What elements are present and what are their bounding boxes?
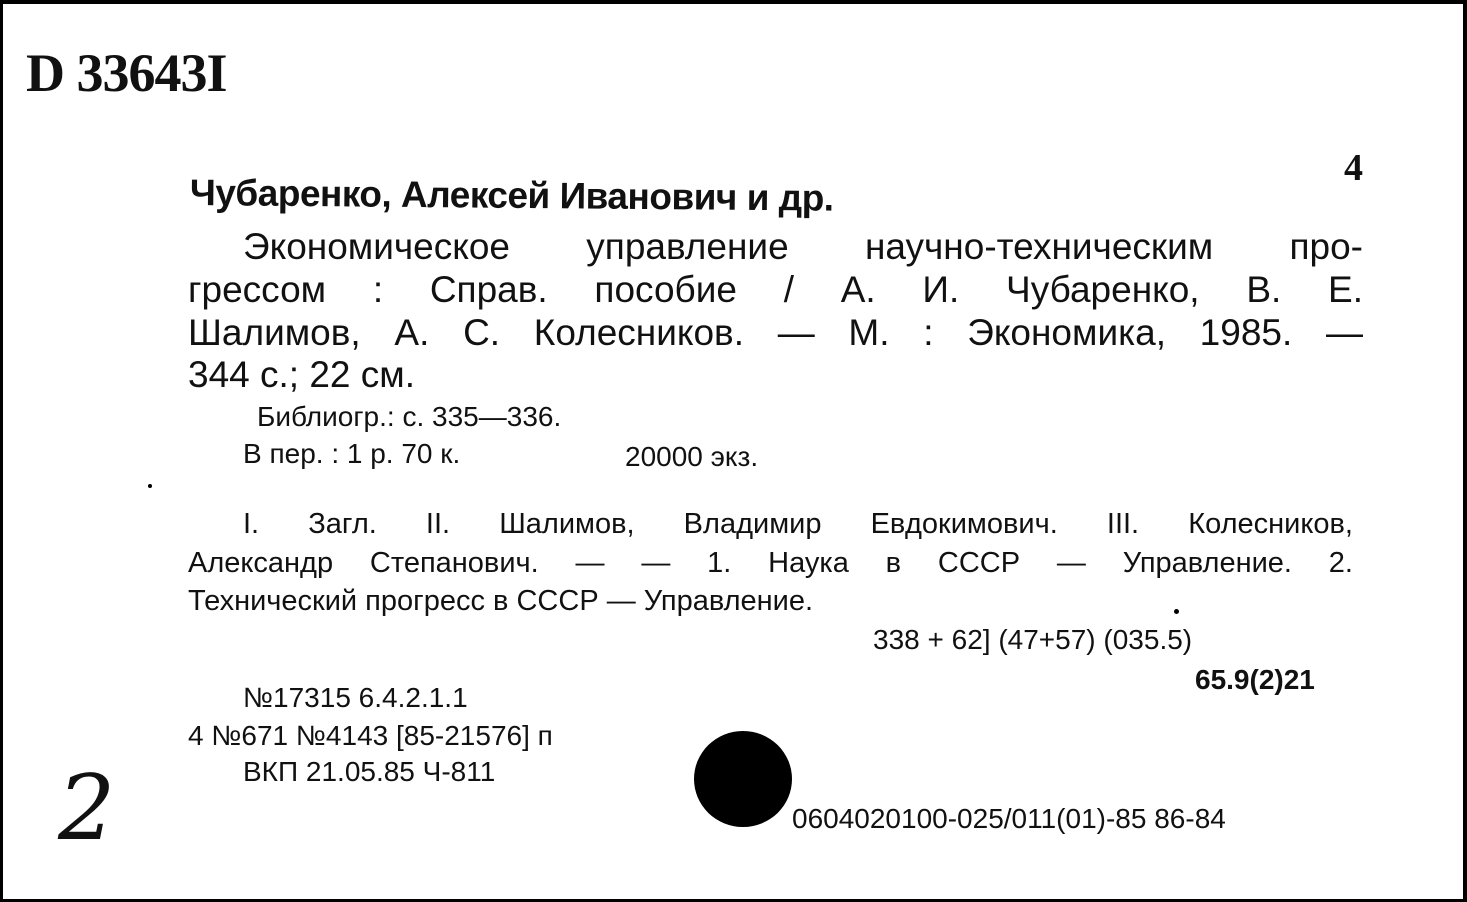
registration-line: 4 №671 №4143 [85-21576] п xyxy=(188,720,553,751)
card-edge xyxy=(0,4,3,902)
vkp-line: ВКП 21.05.85 Ч-811 xyxy=(243,756,496,787)
author-heading: Чубаренко, Алексей Иванович и др. xyxy=(189,172,834,219)
punch-hole xyxy=(694,731,792,827)
tracing-line-3: Технический прогресс в СССР — Управление. xyxy=(188,585,814,617)
order-number: №17315 6.4.2.1.1 xyxy=(243,682,468,713)
description-line-2: грессом : Справ. пособие / А. И. Чубаренко, В. Е. xyxy=(188,269,1363,310)
price-note: В пер. : 1 р. 70 к. xyxy=(243,438,461,469)
udc-index: 338 + 62] (47+57) (035.5) xyxy=(873,624,1193,655)
description-line-1: Экономическое управление научно-техническим про- xyxy=(243,226,1363,267)
corner-number: 4 xyxy=(1344,147,1363,189)
print-run: 20000 экз. xyxy=(625,441,759,472)
description-line-4: 344 с.; 22 см. xyxy=(188,354,416,395)
description-line-3: Шалимов, А. С. Колесников. — М. : Экономика, 1985. — xyxy=(188,312,1363,353)
isbn-code: 0604020100-025/011(01)-85 86-84 xyxy=(792,803,1226,834)
small-dot xyxy=(1174,609,1179,614)
tracing-line-1: I. Загл. II. Шалимов, Владимир Евдокимович. III. Колесников, xyxy=(243,508,1353,540)
stray-dot xyxy=(148,484,152,488)
accession-number: D 33643I xyxy=(26,43,227,103)
handwritten-number: 2 xyxy=(58,756,116,861)
bibliography-note: Библиогр.: с. 335—336. xyxy=(257,401,562,432)
bbk-index: 65.9(2)21 xyxy=(1195,664,1315,695)
tracing-line-2: Александр Степанович. — — 1. Наука в СССР — Управление. 2. xyxy=(188,547,1353,579)
